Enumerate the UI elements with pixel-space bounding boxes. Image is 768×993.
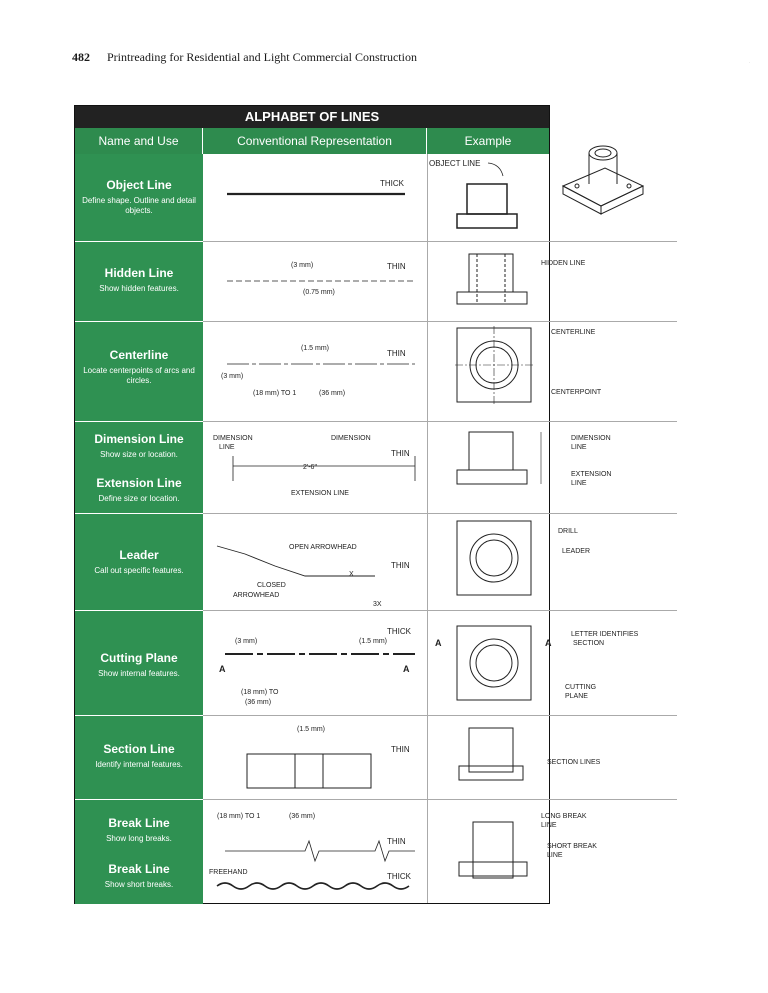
- example-dimension-label: DIMENSION: [571, 435, 611, 442]
- row-name: Section Line: [103, 742, 175, 756]
- book-title: Printreading for Residential and Light Commercial Construction: [107, 50, 417, 64]
- thin-label: THIN: [391, 449, 410, 458]
- row-use: Show hidden features.: [99, 284, 179, 293]
- row-use: Show size or location.: [100, 450, 178, 459]
- cut-dim-2: (1.5 mm): [359, 638, 387, 645]
- section-letter-left: A: [219, 664, 226, 674]
- row-use: Locate centerpoints of arcs and circles.: [83, 366, 195, 385]
- leader-example: [457, 521, 531, 595]
- leader-label: LEADER: [562, 548, 591, 555]
- row-use: Show long breaks.: [106, 834, 172, 843]
- centerline-example: [455, 326, 535, 406]
- example-line-label: LINE: [547, 852, 563, 859]
- thin-label: THIN: [391, 561, 410, 570]
- thick-label: THICK: [387, 872, 411, 881]
- column-header-name: Name and Use: [75, 128, 203, 154]
- line-label: LINE: [219, 444, 235, 451]
- section-example: [459, 728, 523, 780]
- hidden-example: [457, 254, 527, 304]
- thin-label: THIN: [391, 745, 410, 754]
- cut-dim-3: (18 mm) TO: [241, 689, 279, 696]
- row-use: Define size or location.: [98, 494, 180, 503]
- center-dim-1: (1.5 mm): [301, 345, 329, 352]
- row-use: Call out specific features.: [94, 566, 184, 575]
- thin-label: THIN: [387, 349, 406, 358]
- closed-label: CLOSED: [257, 582, 286, 589]
- freehand-label: FREEHAND: [209, 869, 248, 876]
- arrowhead-label: ARROWHEAD: [233, 592, 280, 599]
- dimension-example: [457, 432, 541, 484]
- break-example: [459, 822, 527, 878]
- section-lines-label: SECTION LINES: [547, 759, 601, 766]
- plane-label: PLANE: [565, 693, 588, 700]
- centerpoint-label: CENTERPOINT: [551, 389, 602, 396]
- dimension-label-2: DIMENSION: [331, 435, 371, 442]
- break-dim-b: (36 mm): [289, 813, 316, 820]
- table-title: ALPHABET OF LINES: [75, 106, 549, 128]
- break-dim: (18 mm) TO 1: [217, 813, 261, 820]
- column-header-representation: Conventional Representation: [203, 128, 427, 154]
- thick-label: THICK: [387, 627, 411, 636]
- line-drawings: [75, 106, 639, 903]
- cutting-plane-example: [457, 626, 531, 700]
- row-name: Cutting Plane: [100, 651, 178, 665]
- open-arrowhead-label: OPEN ARROWHEAD: [289, 544, 357, 551]
- row-use: Show internal features.: [98, 669, 180, 678]
- row-name: Leader: [119, 548, 159, 562]
- hidden-line-label: HIDDEN LINE: [541, 260, 586, 267]
- x-label: X: [349, 571, 354, 578]
- dimension-label: DIMENSION: [213, 435, 253, 442]
- hidden-dim-1: (3 mm): [291, 262, 314, 269]
- three-x-label: 3X: [373, 601, 382, 608]
- section-line-sample: [247, 754, 371, 788]
- dimension-value: 2'-6": [303, 464, 317, 471]
- margin-mark: ·: [748, 60, 750, 65]
- row-name: Object Line: [106, 178, 172, 192]
- extension-line-label: EXTENSION LINE: [291, 490, 349, 497]
- section-label: SECTION: [573, 640, 605, 647]
- row-name: Break Line: [108, 816, 170, 830]
- centerline-label: CENTERLINE: [551, 329, 596, 336]
- example-line-label: LINE: [571, 444, 587, 451]
- center-dim-3b: (36 mm): [319, 390, 346, 397]
- center-dim-3: (18 mm) TO 1: [253, 390, 297, 397]
- center-dim-2: (3 mm): [221, 373, 244, 380]
- thin-label: THIN: [387, 837, 406, 846]
- row-name: Centerline: [109, 348, 169, 362]
- long-break-label: LONG BREAK: [541, 813, 587, 820]
- example-section-letter-left: A: [435, 638, 442, 648]
- row-name: Hidden Line: [104, 266, 174, 280]
- cut-dim-1: (3 mm): [235, 638, 258, 645]
- row-use: Show short breaks.: [104, 880, 174, 889]
- thick-label: THICK: [380, 179, 404, 188]
- row-use: Define shape. Outline and detail objects.: [82, 196, 196, 215]
- example-line-label: LINE: [541, 822, 557, 829]
- drill-label: DRILL: [558, 528, 578, 535]
- example-extension-label: EXTENSION: [571, 471, 612, 478]
- object-line-label: OBJECT LINE: [429, 159, 481, 168]
- row-use: Identify internal features.: [95, 760, 183, 769]
- short-break-sample: [217, 883, 409, 889]
- section-dim: (1.5 mm): [297, 726, 325, 733]
- row-name: Dimension Line: [94, 432, 184, 446]
- short-break-label: SHORT BREAK: [547, 843, 597, 850]
- cutting-label: CUTTING: [565, 684, 597, 691]
- row-name: Extension Line: [96, 476, 182, 490]
- thin-label: THIN: [387, 262, 406, 271]
- page-header: [72, 50, 417, 65]
- row-name: Break Line: [108, 862, 170, 876]
- object-isometric-icon: [563, 146, 643, 214]
- example-ext-line-label: LINE: [571, 480, 587, 487]
- cut-dim-3b: (36 mm): [245, 699, 272, 706]
- page-number: 482: [72, 50, 90, 64]
- alphabet-of-lines-table: [74, 105, 639, 904]
- section-letter-right: A: [403, 664, 410, 674]
- example-section-letter-right: A: [545, 638, 552, 648]
- letter-identifies-label: LETTER IDENTIFIES: [571, 631, 639, 638]
- column-header-example: Example: [427, 128, 549, 154]
- hidden-dim-2: (0.75 mm): [303, 289, 335, 296]
